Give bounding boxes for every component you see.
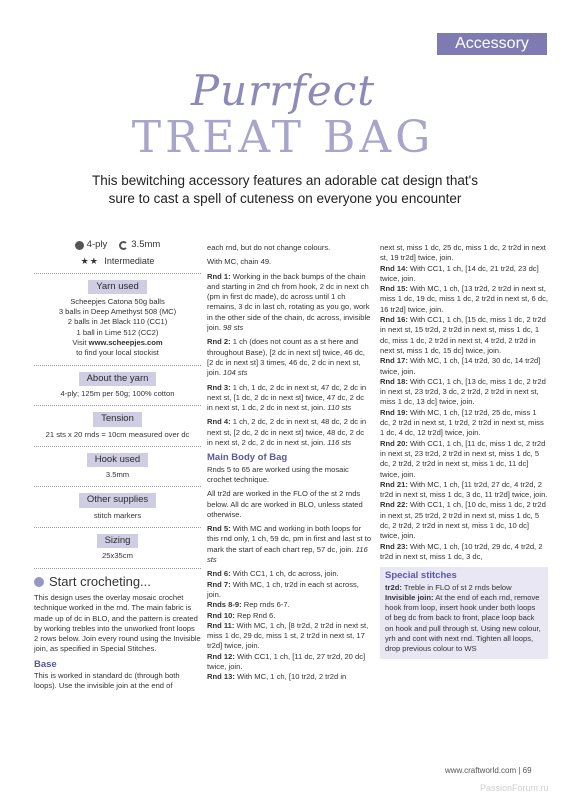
round-text: With CC1, 1 ch, [13 dc, miss 1 dc, 2 tr2d in next st, 23 tr2d, 3 dc, 2 tr2d, 2 tr2d in next st, miss 1 dc, 13 dc] twice, join. [380,376,546,407]
round-label: Rnd 11: [207,620,235,630]
yarn-visit [34,338,201,348]
yarn-weight-value: 4-ply [86,239,108,250]
yarn-ball-icon [75,241,84,250]
term-text: Treble in FLO of st 2 rnds below [401,582,512,592]
divider [34,486,201,487]
round-text: 1 ch (does not count as a st here and throughout Base), [2 dc in next st] twice, 46 dc, [2 dc in next st] 3 times, 46 dc, 2 dc in next st, join. [207,337,365,378]
round-17 [380,356,548,377]
info-column [34,240,201,696]
round-label: Rnd 21: [380,479,408,489]
round-text: With CC1, 1 ch, [11 dc, 27 tr2d, 20 dc] twice, join. [207,651,366,671]
tension-header: Tension [93,412,142,426]
yarn-line-1: Scheepjes Catona 50g balls [70,296,165,306]
round-label: Rnds 8-9: [207,600,242,610]
base-heading: Base [34,658,57,670]
about-yarn-text: 4-ply; 125m per 50g; 100% cotton [60,388,175,398]
meta-row [34,240,201,250]
hook-size [119,240,160,250]
sizing-block [34,534,201,562]
yarn-line-2: 3 balls in Deep Amethyst 508 (MC) [58,307,177,317]
round-label: Rnd 23: [380,541,408,551]
round-text: With CC1, 1 ch, [14 dc, 21 tr2d, 23 dc] twice, join. [380,263,539,283]
stitch-count: 104 sts [223,368,248,378]
yarn-line-4: 1 ball in Lime 512 (CC2) [76,327,159,337]
round-text: With MC, 1 ch, [8 tr2d, 2 tr2d in next st, miss 1 dc, 29 dc, miss 1 st, 2 tr2d in next st, 17 tr2d] twice, join. [207,620,369,651]
page-footer [445,766,532,775]
round-label: Rnd 4: [207,417,231,427]
yarn-weight [75,240,108,250]
round-11 [207,621,372,652]
hook-used-header: Hook used [87,453,148,467]
title-line-2: TREAT BAG [131,112,435,163]
start-heading-text: Start crocheting... [49,573,151,589]
yarn-line-3: 2 balls in Jet Black 110 (CC1) [67,317,168,327]
level-label: Intermediate [104,256,155,267]
round-label: Rnd 1: [207,271,231,281]
round-13 [207,672,372,682]
start-heading [34,573,201,589]
yarn-used-block [34,280,201,359]
base-text: This is worked in standard dc (through both loops). Use the invisible join at the end of [34,671,180,691]
base-continued: each rnd, but do not change colours. [207,243,331,252]
round-text: With MC, 1 ch, [14 tr2d, 30 dc, 14 tr2d] twice, join. [380,356,541,376]
round-16 [380,315,548,356]
round-22 [380,500,548,541]
round-text: 1 ch, 1 dc, 2 dc in next st, 47 dc, 2 dc in next st, [1 dc, 2 dc in next st] twice, 47 dc, 2 dc in next st, 1 dc, 2 dc in next st, join. [207,382,367,413]
round-text: With MC, 1 ch, [10 tr2d, 29 dc, 4 tr2d, 2 tr2d in next st, miss 1 dc, 3 dc, [380,541,543,561]
round-label: Rnd 10: [207,610,235,620]
round-label: Rnd 3: [207,382,231,392]
body-intro: Rnds 5 to 65 are worked using the mosaic crochet technique. [207,464,349,484]
hook-icon [119,241,128,250]
hook-used-text: 3.5mm [105,470,130,480]
watermark: PassionForum.ru [480,783,549,793]
chain-instruction: With MC, chain 49. [207,257,272,267]
yarn-used-header: Yarn used [88,280,147,294]
hook-size-value: 3.5mm [131,239,161,250]
stitch-count: 116 sts [327,438,352,448]
about-yarn-block [34,372,201,400]
sizing-header: Sizing [97,534,139,548]
round-13-continued: next st, miss 1 dc, 25 dc, miss 1 dc, 2 tr2d in next st, 19 tr2d] twice, join. [380,243,546,263]
main-body-heading: Main Body of Bag [207,452,288,464]
round-text: Rep rnds 6-7. [241,600,290,610]
round-3 [207,383,372,414]
tension-text: 21 sts x 20 rnds = 10cm measured over dc [45,429,190,439]
invisible-join-definition [385,593,543,655]
round-7 [207,580,372,601]
supplies-text: stitch markers [93,510,142,520]
body-intro-2: All tr2d are worked in the FLO of the st 2 rnds below. All dc are worked in BLO, unless stated otherwise. [207,489,363,519]
round-label: Rnd 14: [380,263,408,273]
sizing-text: 25x35cm [102,551,133,561]
round-text: With CC1, 1 ch, dc across, join. [230,569,339,579]
round-text: With CC1, 1 ch, [10 dc, miss 1 dc, 2 tr2d in next st, 25 tr2d, 2 tr2d in next st, miss 1 dc, 5 dc, 2 tr2d, 2 tr2d in next st, miss 1 dc, 10 dc] twice, join. [380,500,546,541]
divider [34,273,201,274]
round-20 [380,439,548,480]
stitch-count: 110 sts [327,403,352,413]
round-5 [207,524,372,565]
round-label: Rnd 20: [380,438,408,448]
stitch-count: 98 sts [223,323,244,333]
stitch-count: 116 sts [207,544,368,565]
round-text: With MC, 1 ch, [11 tr2d, 27 dc, 4 tr2d, 2 tr2d in next st, miss 1 dc, 3 dc, 11 tr2d] twice, join. [380,479,548,500]
skill-level [34,256,201,266]
round-label: Rnd 6: [207,569,231,579]
round-15 [380,284,548,315]
divider [34,568,201,569]
round-12 [207,652,372,673]
round-text: Rep Rnd 6. [234,610,276,620]
supplies-block [34,493,201,521]
round-21 [380,480,548,501]
round-label: Rnd 12: [207,651,235,661]
stockist-link[interactable]: www.scheepjes.com [88,338,163,348]
round-label: Rnd 19: [380,407,408,417]
title-line-1: Purrfect [190,66,376,115]
special-stitches-box [380,567,548,658]
divider [34,365,201,366]
term-label: Invisible join: [385,592,434,602]
round-label: Rnd 18: [380,376,408,386]
round-2 [207,337,372,378]
supplies-header: Other supplies [79,493,156,507]
tr2d-definition [385,583,543,593]
round-label: Rnd 13: [207,672,235,682]
round-1 [207,272,372,334]
round-label: Rnd 17: [380,356,408,366]
section-tag: Accessory [437,33,547,55]
round-text: Working in the back bumps of the chain and starting in 2nd ch from hook, 2 dc in next ch (pm in first dc made), dc across until 1 ch remains, 3 dc in last ch, rotating as you go, work in the other side of the chain, dc across, invisible join. [207,271,371,333]
round-text: With MC, 1 ch, [13 tr2d, 2 tr2d in next st, miss 1 dc, 19 dc, miss 1 dc, 2 tr2d in next st, 6 dc, 16 tr2d] twice, join. [380,284,548,314]
page-number: 69 [522,766,532,775]
level-stars: ★★ [80,256,99,267]
round-label: Rnd 7: [207,579,231,589]
round-label: Rnd 5: [207,524,231,534]
round-label: Rnd 2: [207,337,231,347]
round-4 [207,417,372,448]
pattern-column-3 [380,243,548,659]
round-text: With MC, 1 ch, [10 tr2d, 2 tr2d in [234,672,347,682]
round-label: Rnd 16: [380,315,408,325]
about-yarn-header: About the yarn [79,372,157,386]
round-text: With CC1, 1 ch, [15 dc, miss 1 dc, 2 tr2d in next st, 15 tr2d, 2 tr2d in next st, miss 1 dc, 1 dc, miss 1 dc, 2 tr2d in next st, 4 tr2d, 2 tr2d in next st, miss 1 dc, 15 dc] twice, join. [380,315,546,355]
pattern-column-2 [207,243,372,683]
round-label: Rnd 22: [380,500,408,510]
footer-site[interactable]: www.craftworld.com [445,766,517,775]
term-text: At the end of each rnd, remove hook from loop, insert hook under both loops of beg dc from back to front, place loop back on hook and pull through st. Using new colour, yrh and cont with next rnd. Tighten all loops, drop previous colour to WS [385,592,541,654]
hook-used-block [34,453,201,481]
round-text: With CC1, 1 ch, [11 dc, miss 1 dc, 2 tr2d in next st, 23 tr2d, 2 tr2d in next st, miss 1 dc, 5 dc, 2 tr2d, 2 tr2d in next st, miss 1 dc, 11 dc] twice, join. [380,438,546,479]
yarn-stockist: to find your local stockist [76,348,159,358]
visit-prefix: Visit [72,338,89,348]
round-6 [207,569,372,579]
divider [34,446,201,447]
round-14 [380,264,548,285]
special-stitches-heading: Special stitches [385,570,457,582]
divider [34,527,201,528]
round-19 [380,408,548,439]
footer-separator: | [516,766,523,775]
bullet-dot-icon [34,577,44,587]
round-text: With MC, 1 ch, tr2d in each st across, join. [207,579,359,599]
round-18 [380,377,548,408]
standfirst: This bewitching accessory features an adorable cat design that's sure to cast a spell of cuteness on everyone you encounter [91,173,479,206]
round-text: With MC and working in both loops for this rnd only, 1 ch, 59 dc, pm in first and last st to mark the start of each chart rep, 57 dc, join. [207,524,372,554]
divider [34,405,201,406]
round-23 [380,542,548,563]
round-text: 1 ch, 2 dc, 2 dc in next st, 48 dc, 2 dc in next st, [2 dc, 2 dc in next st] twice, 48 dc, 2 dc in next st, 2 dc, 2 dc in next st, join. [207,417,367,448]
round-label: Rnd 15: [380,284,408,294]
start-intro: This design uses the overlay mosaic crochet technique worked in the rnd. The main fabric is made up of dc in BLO, and the pattern is created by working trebles into the unworked front loops 2 rows below. Join every round using the Invisible join, as specified in Special Stitches. [34,592,201,654]
tension-block [34,412,201,440]
round-text: With MC, 1 ch, [12 tr2d, 25 dc, miss 1 dc, 2 tr2d in next st, 1 tr2d, 2 tr2d in next st, miss 1 dc, 4 dc, 12 tr2d] twice, join. [380,407,544,438]
round-10 [207,611,372,621]
term-label: tr2d: [385,582,402,592]
rounds-8-9 [207,600,372,610]
